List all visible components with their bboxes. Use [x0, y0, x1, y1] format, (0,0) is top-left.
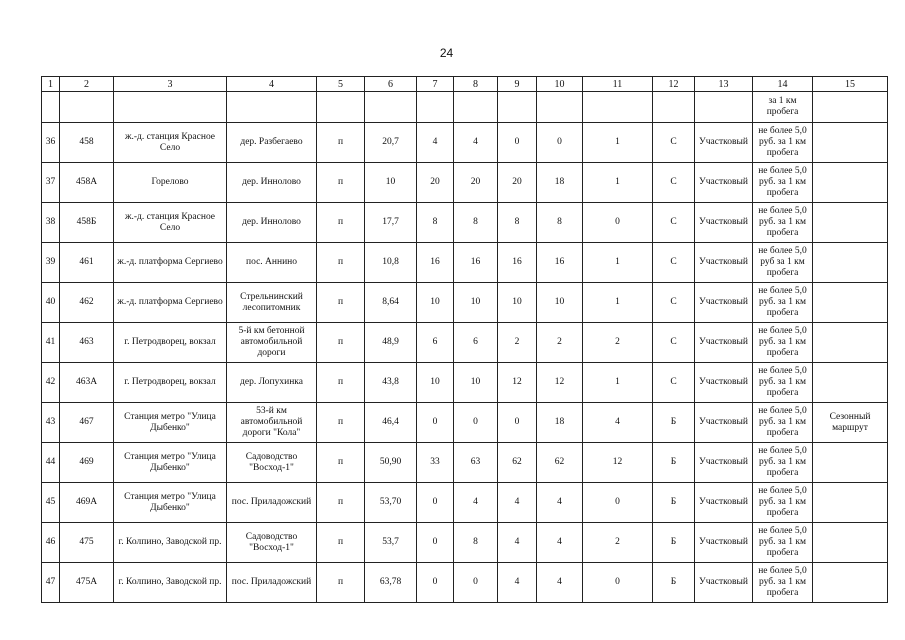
cell-col-11: 0 — [583, 203, 653, 243]
cell-col-9: 0 — [498, 123, 537, 163]
cell-col-5: п — [317, 483, 365, 523]
cell-col-4: 4 — [227, 77, 317, 92]
cell-col-15 — [813, 123, 888, 163]
cell-col-12: С — [653, 123, 695, 163]
cell-col-10: 18 — [537, 403, 583, 443]
cell-col-9: 20 — [498, 163, 537, 203]
cell-col-14: не более 5,0 руб. за 1 км пробега — [753, 363, 813, 403]
cell-col-14: за 1 км пробега — [753, 92, 813, 123]
cell-col-15: 15 — [813, 77, 888, 92]
table-row — [42, 483, 888, 523]
cell-col-4: Садоводство "Восход-1" — [227, 523, 317, 563]
cell-col-4: Стрельнинский лесопитомник — [227, 283, 317, 323]
cell-col-11: 1 — [583, 163, 653, 203]
cell-col-4: 53-й км автомобильной дороги "Кола" — [227, 403, 317, 443]
cell-col-8: 20 — [454, 163, 498, 203]
cell-col-5: п — [317, 443, 365, 483]
cell-col-12: С — [653, 203, 695, 243]
cell-col-7: 0 — [417, 483, 454, 523]
cell-col-9: 10 — [498, 283, 537, 323]
cell-col-2: 469А — [60, 483, 114, 523]
cell-col-14: не более 5,0 руб. за 1 км пробега — [753, 203, 813, 243]
cell-col-7: 7 — [417, 77, 454, 92]
cell-col-15 — [813, 323, 888, 363]
table-row — [42, 323, 888, 363]
cell-col-3: ж.-д. платформа Сергиево — [114, 283, 227, 323]
cell-col-2: 462 — [60, 283, 114, 323]
cell-col-14: не более 5,0 руб. за 1 км пробега — [753, 443, 813, 483]
cell-col-7: 0 — [417, 523, 454, 563]
cell-col-3 — [114, 92, 227, 123]
cell-col-13: Участковый — [695, 363, 753, 403]
cell-col-14: не более 5,0 руб. за 1 км пробега — [753, 163, 813, 203]
cell-col-11: 2 — [583, 523, 653, 563]
cell-col-9: 16 — [498, 243, 537, 283]
cell-col-7: 16 — [417, 243, 454, 283]
cell-col-2: 458А — [60, 163, 114, 203]
cell-col-1: 1 — [42, 77, 60, 92]
cell-col-13: Участковый — [695, 323, 753, 363]
cell-col-9: 2 — [498, 323, 537, 363]
cell-col-4: пос. Приладожский — [227, 563, 317, 603]
cell-col-7: 8 — [417, 203, 454, 243]
cell-col-4: Садоводство "Восход-1" — [227, 443, 317, 483]
cell-col-13 — [695, 92, 753, 123]
cell-col-5 — [317, 92, 365, 123]
cell-col-7: 0 — [417, 563, 454, 603]
page-number: 24 — [439, 46, 454, 60]
cell-col-2: 461 — [60, 243, 114, 283]
cell-col-1: 46 — [42, 523, 60, 563]
cell-col-7: 0 — [417, 403, 454, 443]
cell-col-3: г. Колпино, Заводской пр. — [114, 563, 227, 603]
cell-col-3: Станция метро "Улица Дыбенко" — [114, 403, 227, 443]
cell-col-11: 11 — [583, 77, 653, 92]
cell-col-14: не более 5,0 руб. за 1 км пробега — [753, 403, 813, 443]
cell-col-8: 63 — [454, 443, 498, 483]
cell-col-8 — [454, 92, 498, 123]
table-row — [42, 283, 888, 323]
table-row — [42, 443, 888, 483]
cell-col-6: 20,7 — [365, 123, 417, 163]
cell-col-8: 6 — [454, 323, 498, 363]
continuation-row — [42, 92, 888, 123]
cell-col-2: 475А — [60, 563, 114, 603]
cell-col-12: Б — [653, 403, 695, 443]
cell-col-13: Участковый — [695, 443, 753, 483]
cell-col-4 — [227, 92, 317, 123]
cell-col-12 — [653, 92, 695, 123]
cell-col-11: 1 — [583, 243, 653, 283]
cell-col-10: 62 — [537, 443, 583, 483]
cell-col-8: 4 — [454, 123, 498, 163]
cell-col-7: 10 — [417, 283, 454, 323]
cell-col-2: 458 — [60, 123, 114, 163]
cell-col-5: п — [317, 523, 365, 563]
table-row — [42, 523, 888, 563]
cell-col-5: п — [317, 363, 365, 403]
cell-col-15 — [813, 163, 888, 203]
cell-col-1: 42 — [42, 363, 60, 403]
cell-col-7 — [417, 92, 454, 123]
cell-col-13: Участковый — [695, 403, 753, 443]
cell-col-15 — [813, 243, 888, 283]
cell-col-6: 50,90 — [365, 443, 417, 483]
cell-col-8: 8 — [454, 77, 498, 92]
cell-col-7: 10 — [417, 363, 454, 403]
cell-col-4: дер. Лопухинка — [227, 363, 317, 403]
cell-col-10: 4 — [537, 563, 583, 603]
cell-col-10: 10 — [537, 77, 583, 92]
cell-col-8: 10 — [454, 283, 498, 323]
cell-col-13: Участковый — [695, 283, 753, 323]
cell-col-11: 1 — [583, 363, 653, 403]
cell-col-12: Б — [653, 443, 695, 483]
cell-col-9: 4 — [498, 523, 537, 563]
cell-col-1: 39 — [42, 243, 60, 283]
cell-col-15: Сезонный маршрут — [813, 403, 888, 443]
cell-col-8: 16 — [454, 243, 498, 283]
cell-col-15 — [813, 523, 888, 563]
cell-col-1: 36 — [42, 123, 60, 163]
cell-col-15 — [813, 483, 888, 523]
table-row — [42, 563, 888, 603]
table-row — [42, 363, 888, 403]
cell-col-7: 20 — [417, 163, 454, 203]
cell-col-3: 3 — [114, 77, 227, 92]
cell-col-12: С — [653, 243, 695, 283]
cell-col-14: не более 5,0 руб. за 1 км пробега — [753, 483, 813, 523]
cell-col-8: 0 — [454, 563, 498, 603]
cell-col-13: Участковый — [695, 163, 753, 203]
cell-col-6: 48,9 — [365, 323, 417, 363]
cell-col-2: 463А — [60, 363, 114, 403]
cell-col-1: 44 — [42, 443, 60, 483]
cell-col-6: 53,70 — [365, 483, 417, 523]
cell-col-3: ж.-д. станция Красное Село — [114, 123, 227, 163]
cell-col-15 — [813, 363, 888, 403]
cell-col-5: п — [317, 563, 365, 603]
cell-col-8: 4 — [454, 483, 498, 523]
cell-col-5: 5 — [317, 77, 365, 92]
cell-col-8: 8 — [454, 203, 498, 243]
cell-col-7: 4 — [417, 123, 454, 163]
cell-col-6: 10,8 — [365, 243, 417, 283]
cell-col-10: 2 — [537, 323, 583, 363]
cell-col-9: 9 — [498, 77, 537, 92]
cell-col-12: Б — [653, 523, 695, 563]
cell-col-4: пос. Приладожский — [227, 483, 317, 523]
cell-col-9: 8 — [498, 203, 537, 243]
cell-col-10: 4 — [537, 483, 583, 523]
cell-col-9: 12 — [498, 363, 537, 403]
cell-col-3: Станция метро "Улица Дыбенко" — [114, 443, 227, 483]
cell-col-9: 0 — [498, 403, 537, 443]
cell-col-2: 469 — [60, 443, 114, 483]
cell-col-8: 10 — [454, 363, 498, 403]
cell-col-5: п — [317, 123, 365, 163]
cell-col-7: 6 — [417, 323, 454, 363]
cell-col-6: 17,7 — [365, 203, 417, 243]
cell-col-13: Участковый — [695, 563, 753, 603]
cell-col-6: 53,7 — [365, 523, 417, 563]
table-row — [42, 163, 888, 203]
cell-col-11: 2 — [583, 323, 653, 363]
table-row — [42, 203, 888, 243]
cell-col-5: п — [317, 203, 365, 243]
cell-col-5: п — [317, 163, 365, 203]
routes-table-body — [42, 77, 888, 603]
cell-col-4: 5-й км бетонной автомобильной дороги — [227, 323, 317, 363]
cell-col-6 — [365, 92, 417, 123]
cell-col-3: г. Колпино, Заводской пр. — [114, 523, 227, 563]
cell-col-11: 1 — [583, 123, 653, 163]
cell-col-13: Участковый — [695, 483, 753, 523]
cell-col-6: 8,64 — [365, 283, 417, 323]
cell-col-11: 0 — [583, 563, 653, 603]
cell-col-14: не более 5,0 руб. за 1 км пробега — [753, 323, 813, 363]
cell-col-14: не более 5,0 руб. за 1 км пробега — [753, 283, 813, 323]
table-row — [42, 243, 888, 283]
cell-col-14: 14 — [753, 77, 813, 92]
cell-col-13: Участковый — [695, 243, 753, 283]
cell-col-10: 8 — [537, 203, 583, 243]
cell-col-4: пос. Аннино — [227, 243, 317, 283]
table-row — [42, 123, 888, 163]
cell-col-12: С — [653, 323, 695, 363]
cell-col-15 — [813, 92, 888, 123]
cell-col-1: 43 — [42, 403, 60, 443]
cell-col-1: 37 — [42, 163, 60, 203]
routes-table — [41, 76, 888, 603]
cell-col-4: дер. Иннолово — [227, 203, 317, 243]
cell-col-9: 4 — [498, 483, 537, 523]
cell-col-5: п — [317, 403, 365, 443]
cell-col-11: 1 — [583, 283, 653, 323]
cell-col-2 — [60, 92, 114, 123]
cell-col-10: 16 — [537, 243, 583, 283]
cell-col-15 — [813, 443, 888, 483]
cell-col-12: Б — [653, 563, 695, 603]
cell-col-11: 12 — [583, 443, 653, 483]
cell-col-11: 4 — [583, 403, 653, 443]
cell-col-9 — [498, 92, 537, 123]
cell-col-9: 62 — [498, 443, 537, 483]
cell-col-2: 475 — [60, 523, 114, 563]
cell-col-14: не более 5,0 руб за 1 км пробега — [753, 243, 813, 283]
cell-col-7: 33 — [417, 443, 454, 483]
cell-col-14: не более 5,0 руб. за 1 км пробега — [753, 523, 813, 563]
cell-col-8: 8 — [454, 523, 498, 563]
cell-col-8: 0 — [454, 403, 498, 443]
cell-col-3: Горелово — [114, 163, 227, 203]
cell-col-14: не более 5,0 руб. за 1 км пробега — [753, 123, 813, 163]
cell-col-13: Участковый — [695, 523, 753, 563]
cell-col-10: 4 — [537, 523, 583, 563]
cell-col-1: 38 — [42, 203, 60, 243]
cell-col-3: ж.-д. станция Красное Село — [114, 203, 227, 243]
cell-col-10: 0 — [537, 123, 583, 163]
cell-col-12: 12 — [653, 77, 695, 92]
cell-col-1: 40 — [42, 283, 60, 323]
cell-col-10: 10 — [537, 283, 583, 323]
cell-col-2: 467 — [60, 403, 114, 443]
cell-col-3: ж.-д. платформа Сергиево — [114, 243, 227, 283]
cell-col-10: 12 — [537, 363, 583, 403]
cell-col-11: 0 — [583, 483, 653, 523]
cell-col-6: 63,78 — [365, 563, 417, 603]
cell-col-12: С — [653, 163, 695, 203]
cell-col-1: 41 — [42, 323, 60, 363]
cell-col-1 — [42, 92, 60, 123]
cell-col-3: Станция метро "Улица Дыбенко" — [114, 483, 227, 523]
cell-col-14: не более 5,0 руб. за 1 км пробега — [753, 563, 813, 603]
cell-col-4: дер. Иннолово — [227, 163, 317, 203]
cell-col-6: 43,8 — [365, 363, 417, 403]
cell-col-10 — [537, 92, 583, 123]
cell-col-6: 10 — [365, 163, 417, 203]
table-row — [42, 403, 888, 443]
cell-col-1: 47 — [42, 563, 60, 603]
cell-col-5: п — [317, 243, 365, 283]
cell-col-5: п — [317, 283, 365, 323]
cell-col-15 — [813, 283, 888, 323]
cell-col-5: п — [317, 323, 365, 363]
cell-col-6: 46,4 — [365, 403, 417, 443]
cell-col-4: дер. Разбегаево — [227, 123, 317, 163]
cell-col-11 — [583, 92, 653, 123]
cell-col-12: С — [653, 283, 695, 323]
cell-col-15 — [813, 203, 888, 243]
cell-col-1: 45 — [42, 483, 60, 523]
cell-col-15 — [813, 563, 888, 603]
cell-col-2: 458Б — [60, 203, 114, 243]
cell-col-6: 6 — [365, 77, 417, 92]
header-row — [42, 77, 888, 92]
cell-col-3: г. Петродворец, вокзал — [114, 323, 227, 363]
cell-col-13: Участковый — [695, 123, 753, 163]
cell-col-3: г. Петродворец, вокзал — [114, 363, 227, 403]
cell-col-9: 4 — [498, 563, 537, 603]
cell-col-2: 463 — [60, 323, 114, 363]
cell-col-10: 18 — [537, 163, 583, 203]
cell-col-12: С — [653, 363, 695, 403]
cell-col-13: 13 — [695, 77, 753, 92]
cell-col-13: Участковый — [695, 203, 753, 243]
cell-col-2: 2 — [60, 77, 114, 92]
cell-col-12: Б — [653, 483, 695, 523]
